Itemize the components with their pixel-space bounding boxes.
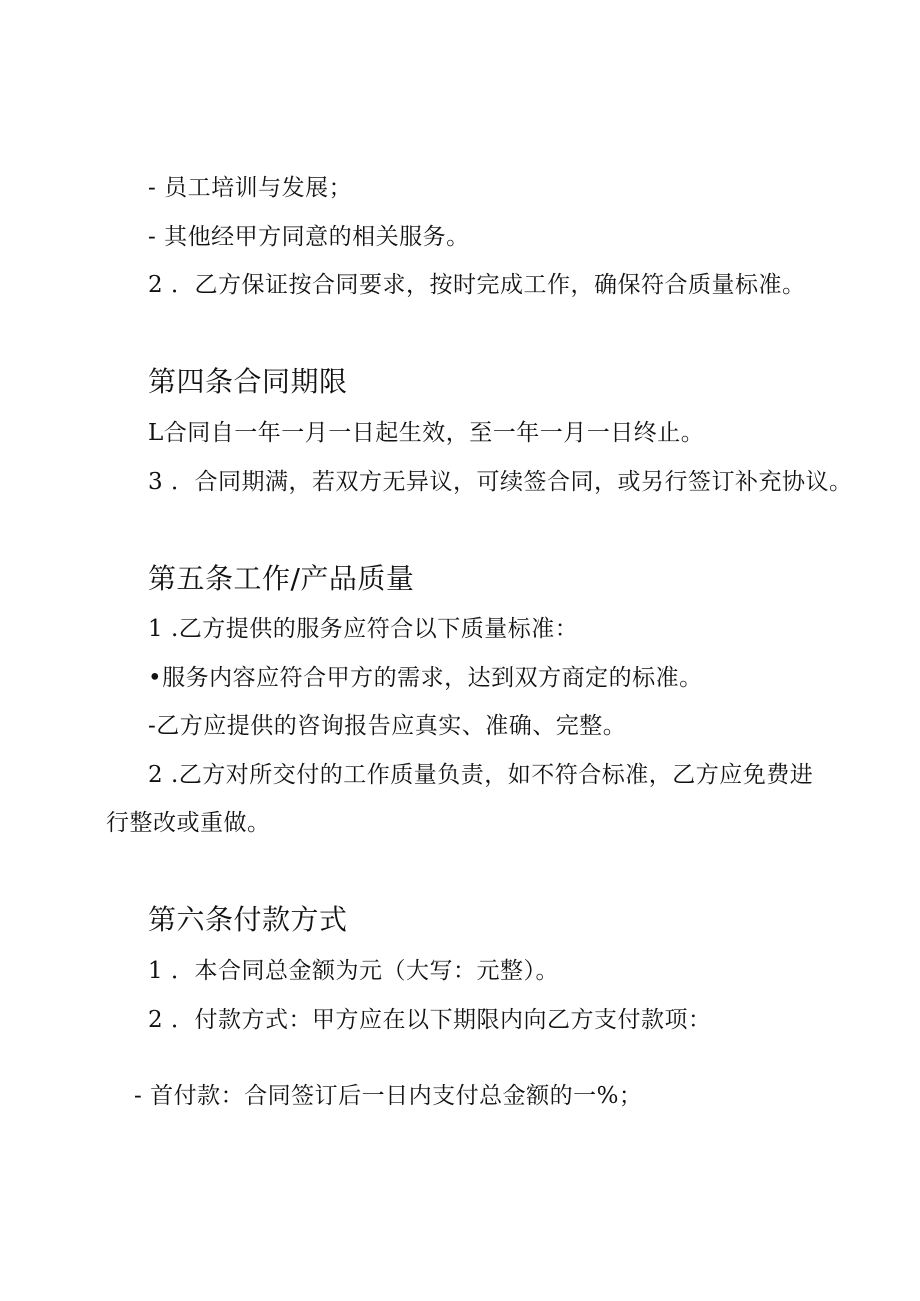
service-item-training: - 员工培训与发展； bbox=[148, 175, 353, 201]
clause-5-2-continued: 行整改或重做。 bbox=[106, 810, 271, 836]
quality-standard-item-1: •服务内容应符合甲方的需求，达到双方商定的标准。 bbox=[148, 665, 703, 691]
quality-standard-item-2: -乙方应提供的咨询报告应真实、准确、完整。 bbox=[148, 713, 627, 739]
clause-4-1: L合同自一年一月一日起生效，至一年一月一日终止。 bbox=[148, 420, 705, 446]
clause-4-2: 3 ．合同期满，若双方无异议，可续签合同，或另行签订补充协议。 bbox=[148, 469, 853, 495]
article-6-heading: 第六条付款方式 bbox=[148, 903, 348, 936]
service-item-other: - 其他经甲方同意的相关服务。 bbox=[148, 224, 470, 250]
clause-6-2: 2 ．付款方式：甲方应在以下期限内向乙方支付款项： bbox=[148, 1007, 712, 1033]
article-4-heading: 第四条合同期限 bbox=[148, 365, 348, 398]
clause-6-1: 1 ．本合同总金额为元（大写：元整）。 bbox=[148, 958, 559, 984]
clause-5-1: 1 .乙方提供的服务应符合以下质量标准： bbox=[148, 616, 579, 642]
article-5-heading: 第五条工作/产品质量 bbox=[148, 562, 415, 595]
clause-5-2: 2 .乙方对所交付的工作质量负责，如不符合标准，乙方应免费进 bbox=[148, 762, 814, 788]
payment-item-first: - 首付款：合同签订后一日内支付总金额的一%； bbox=[134, 1083, 643, 1109]
clause-3-2: 2 ．乙方保证按合同要求，按时完成工作，确保符合质量标准。 bbox=[148, 272, 806, 298]
